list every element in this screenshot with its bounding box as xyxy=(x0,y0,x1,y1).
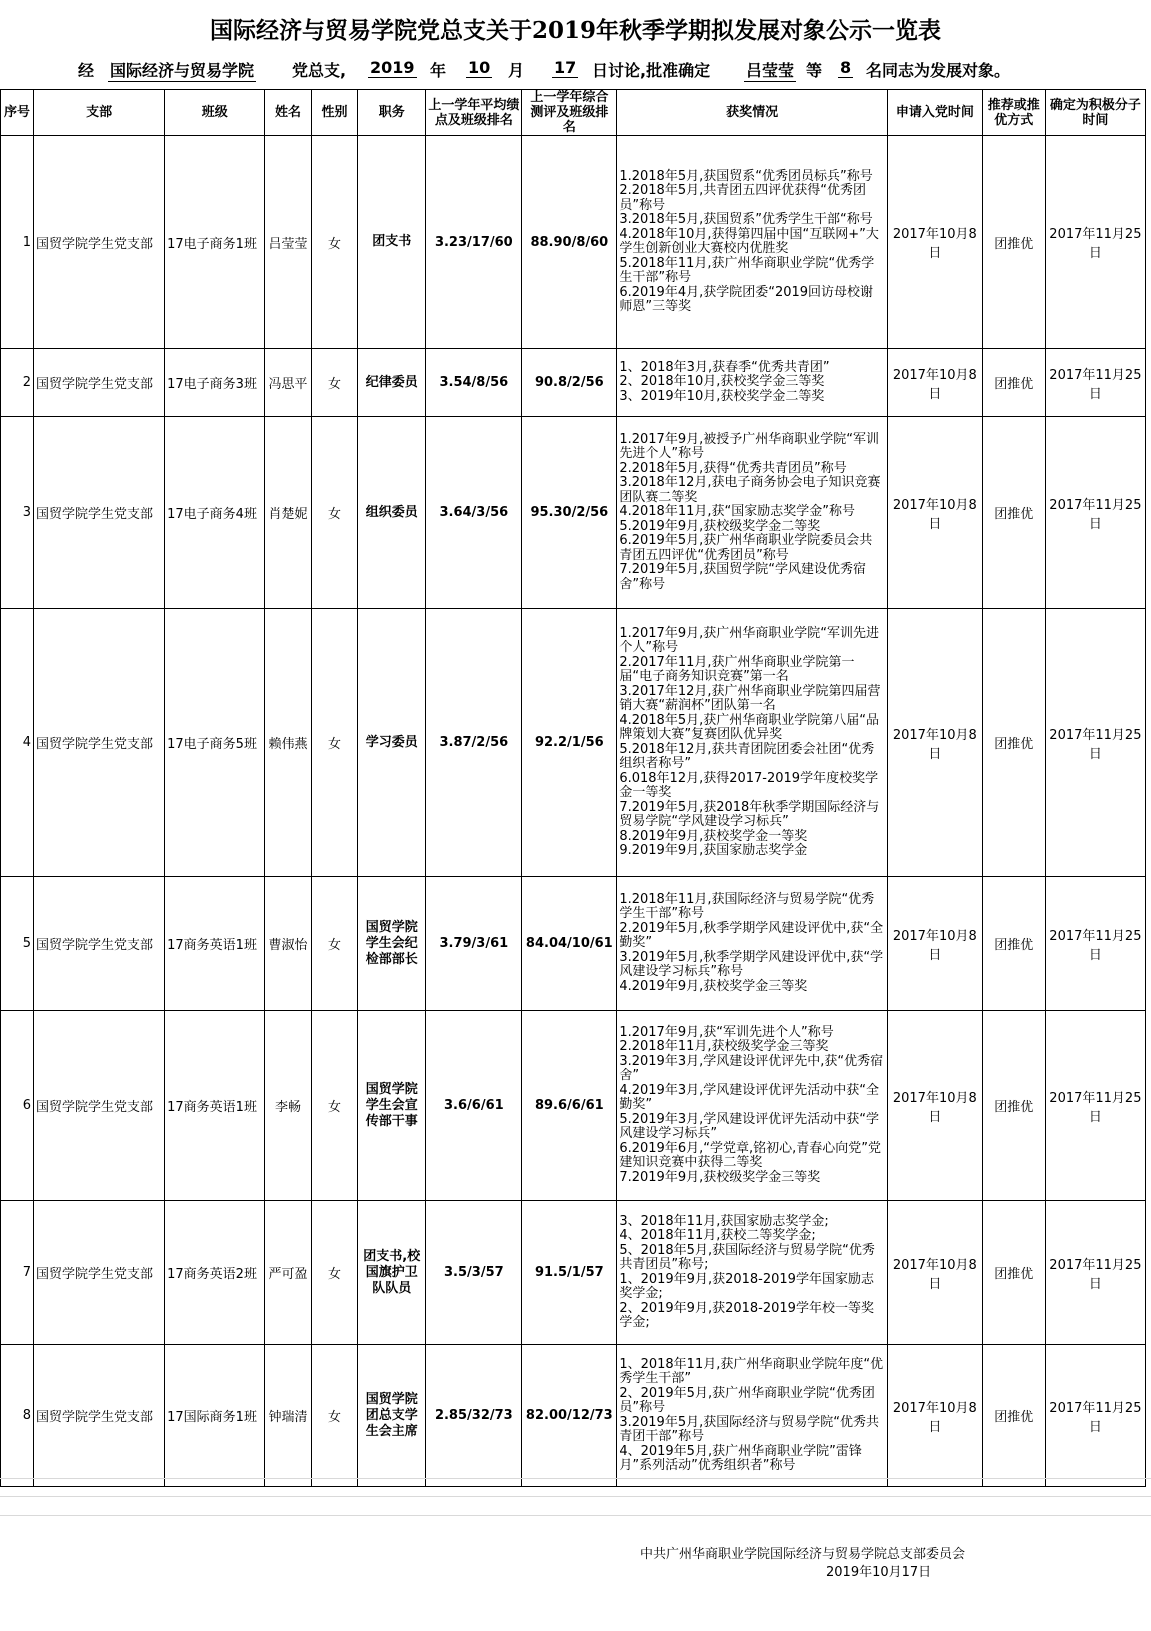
name-cell: 钟瑞清 xyxy=(265,1345,311,1487)
branch-cell: 国贸学院学生党支部 xyxy=(34,609,165,877)
award-item: 7.2019年5月,获2018年秋季学期国际经济与贸易学院“学风建设学习标兵” xyxy=(619,799,880,829)
subtitle-text: 名同志为发展对象。 xyxy=(866,61,1011,80)
meeting-year: 2019 xyxy=(370,58,415,77)
award-item: 2.2018年5月,获得“优秀共青团员”称号 xyxy=(619,460,847,476)
awards-cell xyxy=(617,877,888,1011)
apply-date-cell: 2017年10月8日 xyxy=(887,1011,982,1201)
gpa-cell: 2.85/32/73 xyxy=(426,1345,522,1487)
method-cell: 团推优 xyxy=(982,417,1045,609)
award-item: 4、2019年5月,获广州华商职业学院”雷锋月”系列活动”优秀组织者”称号 xyxy=(619,1443,862,1473)
award-item: 5.2018年11月,获广州华商职业学院“优秀学生干部”称号 xyxy=(619,255,875,285)
award-item: 1、2018年3月,获春季“优秀共青团” xyxy=(619,359,830,375)
position-cell: 国贸学院学生会纪检部部长 xyxy=(358,877,426,1011)
row-number: 1 xyxy=(1,136,34,349)
award-item: 2、2019年9月,获2018-2019学年校一等奖学金; xyxy=(619,1300,874,1330)
name-cell: 李畅 xyxy=(265,1011,311,1201)
award-item: 6.2019年4月,获学院团委“2019回访母校谢师恩”三等奖 xyxy=(619,284,874,314)
award-item: 6.2019年5月,获广州华商职业学院委员会共青团五四评优“优秀团员”称号 xyxy=(619,533,873,563)
row-number: 8 xyxy=(1,1345,34,1487)
college-name: 国际经济与贸易学院 xyxy=(108,58,256,82)
eval-cell: 84.04/10/61 xyxy=(522,877,617,1011)
header-awards: 获奖情况 xyxy=(617,90,888,136)
activist-date-cell: 2017年11月25日 xyxy=(1045,1011,1145,1201)
award-item: 3.2017年12月,获广州华商职业学院第四届营销大赛“薪润杯”团队第一名 xyxy=(619,683,881,713)
branch-cell: 国贸学院学生党支部 xyxy=(34,877,165,1011)
header-apply-date: 申请入党时间 xyxy=(887,90,982,136)
table-row xyxy=(1,1011,1146,1201)
class-cell: 17电子商务4班 xyxy=(165,417,265,609)
position-cell: 国贸学院学生会宣传部干事 xyxy=(358,1011,426,1201)
table-header-row xyxy=(1,90,1146,136)
awards-cell xyxy=(617,136,888,349)
row-number: 3 xyxy=(1,417,34,609)
eval-cell: 88.90/8/60 xyxy=(522,136,617,349)
header-gender: 性别 xyxy=(311,90,357,136)
activist-date-cell: 2017年11月25日 xyxy=(1045,1345,1145,1487)
award-item: 1、2018年11月,获广州华商职业学院年度“优秀学生干部” xyxy=(619,1356,884,1386)
awards-cell xyxy=(617,1201,888,1345)
award-item: 1.2017年9月,获广州华商职业学院“军训先进个人”称号 xyxy=(619,625,879,655)
award-item: 6.018年12月,获得2017-2019学年度校奖学金一等奖 xyxy=(619,770,879,800)
table-row xyxy=(1,136,1146,349)
table-row xyxy=(1,1201,1146,1345)
award-item: 1.2017年9月,获“军训先进个人”称号 xyxy=(619,1024,834,1040)
award-item: 5、2018年5月,获国际经济与贸易学院“优秀共青团员”称号; xyxy=(619,1242,875,1272)
sheet-gridline xyxy=(0,1515,1151,1516)
gender-cell: 女 xyxy=(311,877,357,1011)
class-cell: 17国际商务1班 xyxy=(165,1345,265,1487)
subtitle-text: 年 xyxy=(430,61,447,80)
award-item: 2.2019年5月,秋季学期学风建设评优中,获“全勤奖” xyxy=(619,920,884,951)
branch-cell: 国贸学院学生党支部 xyxy=(34,1201,165,1345)
branch-cell: 国贸学院学生党支部 xyxy=(34,417,165,609)
position-cell: 团支书,校国旗护卫队队员 xyxy=(358,1201,426,1345)
gpa-cell: 3.87/2/56 xyxy=(426,609,522,877)
award-item: 2、2019年5月,获广州华商职业学院“优秀团员”称号 xyxy=(619,1385,875,1415)
sheet-gridline xyxy=(0,1496,1151,1497)
award-item: 5.2018年12月,获共青团院团委会社团“优秀组织者称号” xyxy=(619,741,875,771)
award-item: 2.2018年11月,获校级奖学金三等奖 xyxy=(619,1039,829,1055)
branch-cell: 国贸学院学生党支部 xyxy=(34,1011,165,1201)
header-name: 姓名 xyxy=(265,90,311,136)
name-cell: 曹淑怡 xyxy=(265,877,311,1011)
gender-cell: 女 xyxy=(311,1201,357,1345)
award-item: 3.2019年5月,获国际经济与贸易学院“优秀共青团干部”称号 xyxy=(619,1414,879,1444)
subtitle-text: 月 xyxy=(508,61,525,80)
first-candidate-name: 吕莹莹 xyxy=(744,58,796,82)
row-number: 2 xyxy=(1,349,34,417)
header-activist-date: 确定为积极分子时间 xyxy=(1045,90,1145,136)
class-cell: 17商务英语1班 xyxy=(165,877,265,1011)
position-cell: 团支书 xyxy=(358,136,426,349)
award-item: 5.2019年3月,学风建设评优评先活动中获“学风建设学习标兵” xyxy=(619,1111,879,1142)
award-item: 2、2018年10月,获校奖学金三等奖 xyxy=(619,374,825,390)
gpa-cell: 3.6/6/61 xyxy=(426,1011,522,1201)
award-item: 9.2019年9月,获国家励志奖学金 xyxy=(619,843,808,858)
eval-cell: 89.6/6/61 xyxy=(522,1011,617,1201)
award-item: 4.2018年11月,获“国家励志奖学金”称号 xyxy=(619,504,855,520)
name-cell: 冯思平 xyxy=(265,349,311,417)
class-cell: 17电子商务1班 xyxy=(165,136,265,349)
apply-date-cell: 2017年10月8日 xyxy=(887,1201,982,1345)
class-cell: 17电子商务3班 xyxy=(165,349,265,417)
gender-cell: 女 xyxy=(311,349,357,417)
eval-cell: 82.00/12/73 xyxy=(522,1345,617,1487)
meeting-day: 17 xyxy=(554,58,577,77)
position-cell: 国贸学院团总支学生会主席 xyxy=(358,1345,426,1487)
eval-cell: 95.30/2/56 xyxy=(522,417,617,609)
branch-cell: 国贸学院学生党支部 xyxy=(34,349,165,417)
award-item: 4.2019年3月,学风建设评优评先活动中获“全勤奖” xyxy=(619,1082,879,1113)
position-cell: 组织委员 xyxy=(358,417,426,609)
award-item: 3.2018年12月,获电子商务协会电子知识竞赛团队赛二等奖 xyxy=(619,475,881,505)
award-item: 4、2018年11月,获校二等奖学金; xyxy=(619,1228,816,1243)
branch-cell: 国贸学院学生党支部 xyxy=(34,136,165,349)
apply-date-cell: 2017年10月8日 xyxy=(887,877,982,1011)
gender-cell: 女 xyxy=(311,609,357,877)
activist-date-cell: 2017年11月25日 xyxy=(1045,349,1145,417)
gender-cell: 女 xyxy=(311,136,357,349)
gender-cell: 女 xyxy=(311,1011,357,1201)
eval-cell: 91.5/1/57 xyxy=(522,1201,617,1345)
award-item: 7.2019年5月,获国贸学院“学风建设优秀宿舍”称号 xyxy=(619,562,866,592)
header-branch: 支部 xyxy=(34,90,165,136)
table-row xyxy=(1,349,1146,417)
awards-cell xyxy=(617,417,888,609)
subtitle-text: 党总支, xyxy=(292,61,347,80)
candidate-count: 8 xyxy=(840,58,852,77)
sheet-gridline xyxy=(0,1478,1151,1479)
award-item: 3、2018年11月,获国家励志奖学金; xyxy=(619,1213,829,1229)
table-row xyxy=(1,877,1146,1011)
footer-date: 2019年10月17日 xyxy=(826,1565,932,1580)
award-item: 6.2019年6月,“学党章,铭初心,青春心向党”党建知识竞赛中获得二等奖 xyxy=(619,1140,881,1171)
apply-date-cell: 2017年10月8日 xyxy=(887,349,982,417)
name-cell: 吕莹莹 xyxy=(265,136,311,349)
award-item: 3、2019年10月,获校奖学金二等奖 xyxy=(619,388,825,404)
award-item: 1.2017年9月,被授予广州华商职业学院“军训先进个人”称号 xyxy=(619,431,879,462)
award-item: 4.2019年9月,获校奖学金三等奖 xyxy=(619,978,808,994)
gpa-cell: 3.54/8/56 xyxy=(426,349,522,417)
position-cell: 学习委员 xyxy=(358,609,426,877)
activist-date-cell: 2017年11月25日 xyxy=(1045,609,1145,877)
class-cell: 17电子商务5班 xyxy=(165,609,265,877)
awards-cell xyxy=(617,349,888,417)
gpa-cell: 3.79/3/61 xyxy=(426,877,522,1011)
method-cell: 团推优 xyxy=(982,609,1045,877)
award-item: 2.2018年5月,共青团五四评优获得“优秀团员”称号 xyxy=(619,183,866,213)
row-number: 5 xyxy=(1,877,34,1011)
apply-date-cell: 2017年10月8日 xyxy=(887,609,982,877)
award-item: 5.2019年9月,获校级奖学金二等奖 xyxy=(619,518,821,534)
activist-date-cell: 2017年11月25日 xyxy=(1045,417,1145,609)
position-cell: 纪律委员 xyxy=(358,349,426,417)
award-item: 1.2018年5月,获国贸系“优秀团员标兵”称号 xyxy=(619,168,873,184)
row-number: 6 xyxy=(1,1011,34,1201)
subtitle-text: 日讨论,批准确定 xyxy=(592,61,711,80)
method-cell: 团推优 xyxy=(982,1201,1045,1345)
apply-date-cell: 2017年10月8日 xyxy=(887,417,982,609)
gender-cell: 女 xyxy=(311,1345,357,1487)
apply-date-cell: 2017年10月8日 xyxy=(887,136,982,349)
name-cell: 赖伟燕 xyxy=(265,609,311,877)
class-cell: 17商务英语1班 xyxy=(165,1011,265,1201)
gpa-cell: 3.64/3/56 xyxy=(426,417,522,609)
table-row xyxy=(1,417,1146,609)
award-item: 8.2019年9月,获校奖学金一等奖 xyxy=(619,828,808,844)
subtitle-text: 经 xyxy=(78,61,95,80)
table-row xyxy=(1,1345,1146,1487)
branch-cell: 国贸学院学生党支部 xyxy=(34,1345,165,1487)
award-item: 1、2019年9月,获2018-2019学年国家励志奖学金; xyxy=(619,1271,874,1301)
method-cell: 团推优 xyxy=(982,1345,1045,1487)
method-cell: 团推优 xyxy=(982,136,1045,349)
award-item: 3.2019年3月,学风建设评优评先中,获“优秀宿舍” xyxy=(619,1053,884,1084)
header-class: 班级 xyxy=(165,90,265,136)
award-item: 3.2018年5月,获国贸系”优秀学生干部“称号 xyxy=(619,212,873,227)
table-row xyxy=(1,609,1146,877)
name-cell: 严可盈 xyxy=(265,1201,311,1345)
subtitle-text: 等 xyxy=(806,61,823,80)
method-cell: 团推优 xyxy=(982,349,1045,417)
gpa-cell: 3.5/3/57 xyxy=(426,1201,522,1345)
award-item: 1.2018年11月,获国际经济与贸易学院“优秀学生干部”称号 xyxy=(619,891,875,922)
activist-date-cell: 2017年11月25日 xyxy=(1045,136,1145,349)
header-no: 序号 xyxy=(1,90,34,136)
footer-organization: 中共广州华商职业学院国际经济与贸易学院总支部委员会 xyxy=(640,1547,966,1562)
award-item: 4.2018年5月,获广州华商职业学院第八届“品牌策划大赛”复赛团队优异奖 xyxy=(619,712,879,742)
gender-cell: 女 xyxy=(311,417,357,609)
gpa-cell: 3.23/17/60 xyxy=(426,136,522,349)
header-gpa: 上一学年平均绩点及班级排名 xyxy=(426,90,522,136)
award-item: 7.2019年9月,获校级奖学金三等奖 xyxy=(619,1169,821,1185)
row-number: 4 xyxy=(1,609,34,877)
awards-cell xyxy=(617,1345,888,1487)
method-cell: 团推优 xyxy=(982,1011,1045,1201)
activist-date-cell: 2017年11月25日 xyxy=(1045,877,1145,1011)
awards-cell xyxy=(617,609,888,877)
name-cell: 肖楚妮 xyxy=(265,417,311,609)
candidates-table xyxy=(0,89,1146,1487)
header-position: 职务 xyxy=(358,90,426,136)
award-item: 4.2018年10月,获得第四届中国“互联网+”大学生创新创业大赛校内优胜奖 xyxy=(619,226,879,256)
header-eval: 上一学年综合测评及班级排名 xyxy=(522,90,617,136)
apply-date-cell: 2017年10月8日 xyxy=(887,1345,982,1487)
eval-cell: 90.8/2/56 xyxy=(522,349,617,417)
activist-date-cell: 2017年11月25日 xyxy=(1045,1201,1145,1345)
award-item: 3.2019年5月,秋季学期学风建设评优中,获“学风建设学习标兵”称号 xyxy=(619,949,884,980)
method-cell: 团推优 xyxy=(982,877,1045,1011)
class-cell: 17商务英语2班 xyxy=(165,1201,265,1345)
row-number: 7 xyxy=(1,1201,34,1345)
award-item: 2.2017年11月,获广州华商职业学院第一届“电子商务知识竞赛”第一名 xyxy=(619,654,855,684)
awards-cell xyxy=(617,1011,888,1201)
page-title: 国际经济与贸易学院党总支关于2019年秋季学期拟发展对象公示一览表 xyxy=(209,17,941,44)
meeting-month: 10 xyxy=(468,58,491,77)
header-method: 推荐或推优方式 xyxy=(982,90,1045,136)
eval-cell: 92.2/1/56 xyxy=(522,609,617,877)
